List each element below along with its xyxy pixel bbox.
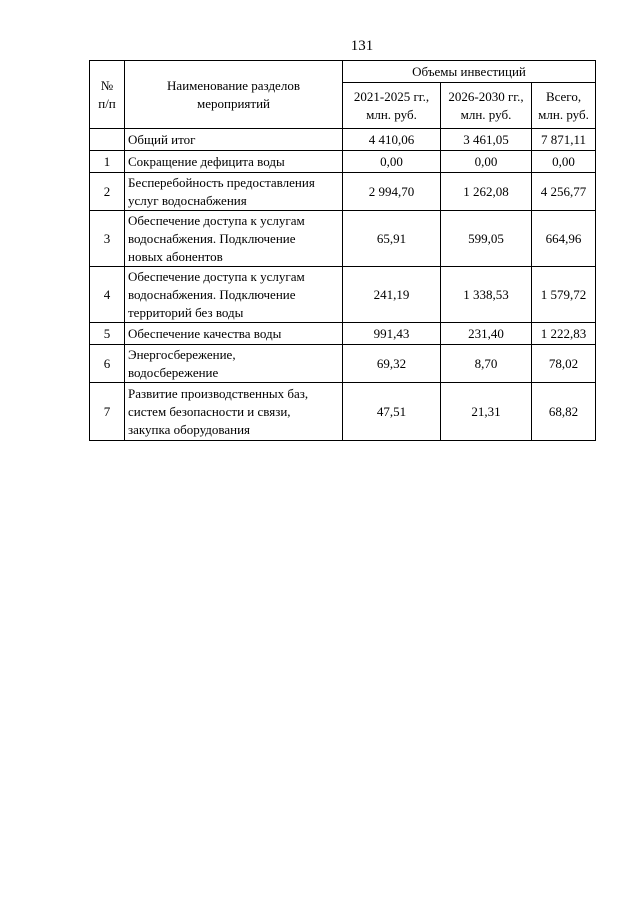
row-total-cell: 7 871,11 [532,129,596,151]
row-name-cell: Обеспечение доступа к услугам водоснабжения. Подключение новых абонентов [125,211,343,267]
table-row [90,129,596,151]
row-total-cell: 1 222,83 [532,323,596,345]
header-period2-text: 2026-2030 гг., млн. руб. [448,88,524,122]
row-value-2026-2030-cell: 231,40 [441,323,532,345]
header-total-text: Всего, млн. руб. [538,88,589,122]
table-header [90,61,596,129]
row-name-cell: Энергосбережение, водосбережение [125,345,343,383]
row-value-2021-2025-cell: 4 410,06 [343,129,441,151]
row-value-2021-2025-cell: 2 994,70 [343,173,441,211]
row-total-cell: 1 579,72 [532,267,596,323]
investment-table [89,60,596,441]
header-name [125,61,343,129]
row-num-cell [90,129,125,151]
row-total-cell: 4 256,77 [532,173,596,211]
table-row [90,267,596,323]
row-value-2026-2030-cell: 1 262,08 [441,173,532,211]
row-num-cell: 7 [90,383,125,441]
row-name-cell: Сокращение дефицита воды [125,151,343,173]
row-value-2021-2025-cell: 65,91 [343,211,441,267]
row-name-cell: Обеспечение доступа к услугам водоснабжения. Подключение территорий без воды [125,267,343,323]
row-total-cell: 664,96 [532,211,596,267]
row-num-cell: 4 [90,267,125,323]
row-value-2021-2025-cell: 241,19 [343,267,441,323]
row-name-cell: Развитие производственных баз, систем безопасности и связи, закупка оборудования [125,383,343,441]
table-row [90,323,596,345]
header-name-text: Наименование разделов мероприятий [167,77,300,111]
header-period1-text: 2021-2025 гг., млн. руб. [353,88,430,122]
table-row [90,345,596,383]
row-num-cell: 3 [90,211,125,267]
row-value-2026-2030-cell: 1 338,53 [441,267,532,323]
table-row [90,173,596,211]
header-total [532,83,596,129]
row-value-2021-2025-cell: 69,32 [343,345,441,383]
row-value-2026-2030-cell: 599,05 [441,211,532,267]
row-value-2026-2030-cell: 8,70 [441,345,532,383]
table-row [90,383,596,441]
row-total-cell: 0,00 [532,151,596,173]
row-value-2026-2030-cell: 0,00 [441,151,532,173]
header-num [90,61,125,129]
header-investments: Объемы инвестиций [343,61,596,83]
row-value-2021-2025-cell: 47,51 [343,383,441,441]
page-number: 131 [350,38,374,54]
table-row [90,151,596,173]
row-total-cell: 78,02 [532,345,596,383]
table-body [90,129,596,441]
row-name-cell: Бесперебойность предоставления услуг водоснабжения [125,173,343,211]
row-value-2026-2030-cell: 3 461,05 [441,129,532,151]
row-num-cell: 1 [90,151,125,173]
row-value-2021-2025-cell: 0,00 [343,151,441,173]
row-total-cell: 68,82 [532,383,596,441]
header-period-2026-2030 [441,83,532,129]
table-row [90,211,596,267]
row-num-cell: 6 [90,345,125,383]
row-value-2026-2030-cell: 21,31 [441,383,532,441]
header-num-text: № п/п [98,77,116,111]
row-value-2021-2025-cell: 991,43 [343,323,441,345]
row-name-cell: Общий итог [125,129,343,151]
row-num-cell: 5 [90,323,125,345]
row-num-cell: 2 [90,173,125,211]
row-name-cell: Обеспечение качества воды [125,323,343,345]
header-period-2021-2025 [343,83,441,129]
